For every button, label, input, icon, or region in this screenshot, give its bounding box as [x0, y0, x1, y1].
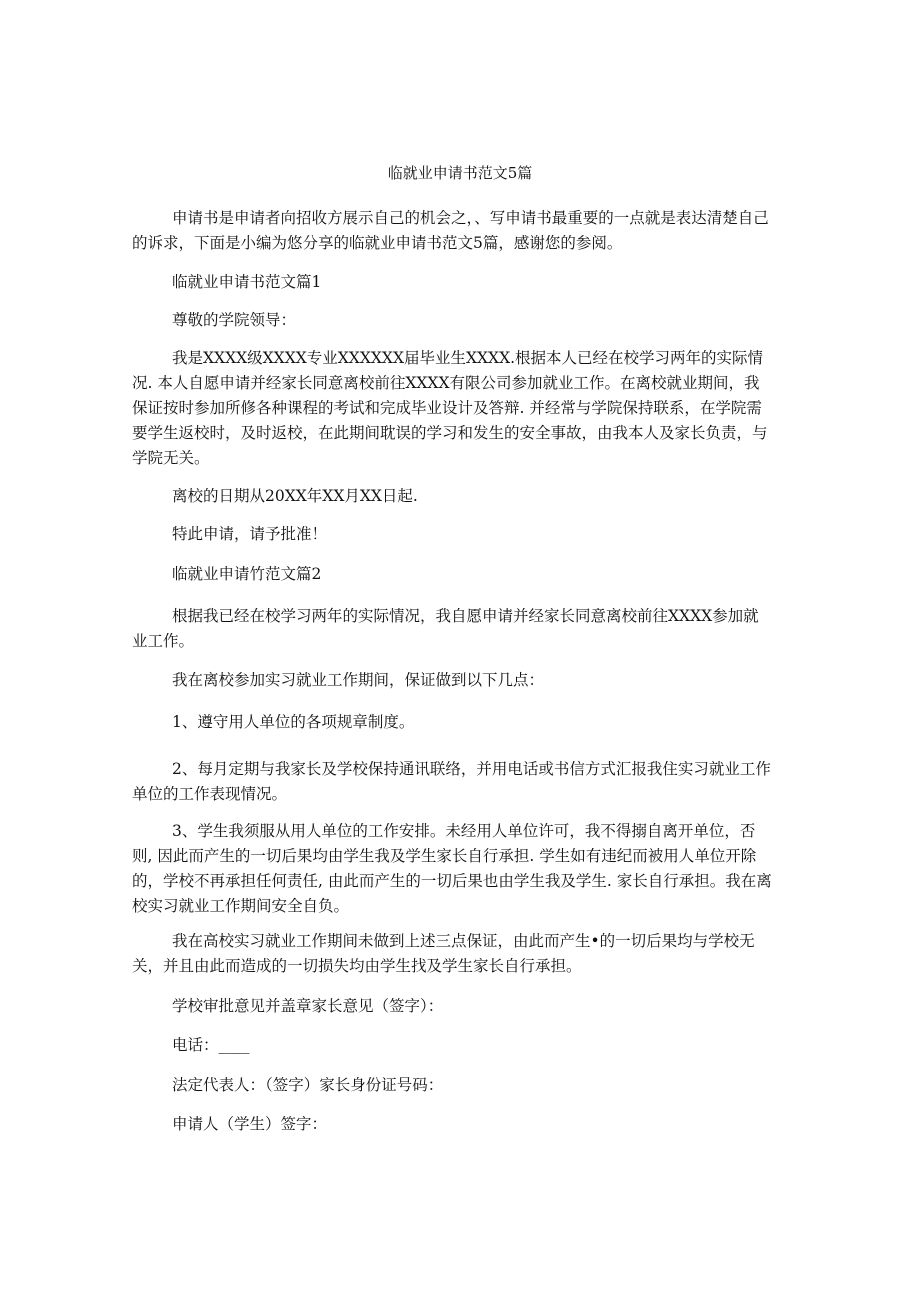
legal-rep-line: 法定代表人：（签字）家长身份证号码：	[172, 1076, 444, 1094]
pledge-item-3: 3、学生我须服从用人单位的工作安排。未经用人单位许可，我不得搦自离开单位，否则, 因此而产生的一切后果均由学生我及学生家长自行承担. 学生如有违纪而被用人单位开除的，学校不再承担任何责任, 由此而产生的一切后果也由学生我及学生. 家长自行承担。我在离校实习就业工作期间安全自负。	[132, 822, 772, 915]
phone-line: 电话：____	[172, 1036, 250, 1054]
sample2-body-1: 根据我已经在校学习两年的实际情况，我自愿申请并经家长同意离校前往XXXX参加就业工作。	[132, 607, 759, 650]
sample2-body-3: 我在高校实习就业工作期间未做到上述三点保证，由此而产生•的一切后果均与学校无关，并且由此而造成的一切损失均由学生找及学生家长自行承担。	[132, 932, 755, 975]
approval-line: 学校审批意见并盖章家长意见（签字）：	[172, 997, 444, 1015]
closing-request: 特此申请，请予批准！	[172, 525, 328, 543]
sample1-heading: 临就业申请书范文篇1	[172, 273, 322, 291]
sample1-body: 我是XXXX级XXXX专业XXXXXX届毕业生XXXX.根据本人已经在校学习两年的实际情况. 本人自愿申请并经家长同意离校前往XXXX有限公司参加就业工作。在离校就业期间，我保证按时参加所修各种课程的考试和完成毕业设计及答辩. 并经常与学院保持联系，在学院需要学生返校时，及时返校，在此期间耽误的学习和发生的安全事故，由我本人及家长负责，与学院无关。	[132, 349, 768, 467]
document-title: 临就业申请书范文5篇	[387, 164, 533, 182]
sample2-heading: 临就业申请竹范文篇2	[172, 565, 322, 583]
leave-date-line: 离校的日期从20XX年XX月XX日起.	[172, 487, 418, 505]
salutation: 尊敬的学院领导：	[172, 311, 297, 329]
pledge-item-1: 1、遵守用人单位的各项规章制度。	[172, 713, 415, 731]
pledge-item-2: 2、每月定期与我家长及学校保持通讯联络，并用电话或书信方式汇报我住实习就业工作单位的工作表现情况。	[132, 760, 771, 803]
intro-paragraph: 申请书是申请者向招收方展示自己的机会之，、写申请书最重要的一点就是表达清楚自己的诉求，下面是小编为悠分享的临就业申请书范文5篇，感谢您的参阅。	[132, 209, 769, 252]
sample2-body-2: 我在离校参加实习就业工作期间，保证做到以下几点：	[172, 671, 545, 689]
applicant-signature-line: 申请人（学生）签字：	[172, 1115, 328, 1133]
